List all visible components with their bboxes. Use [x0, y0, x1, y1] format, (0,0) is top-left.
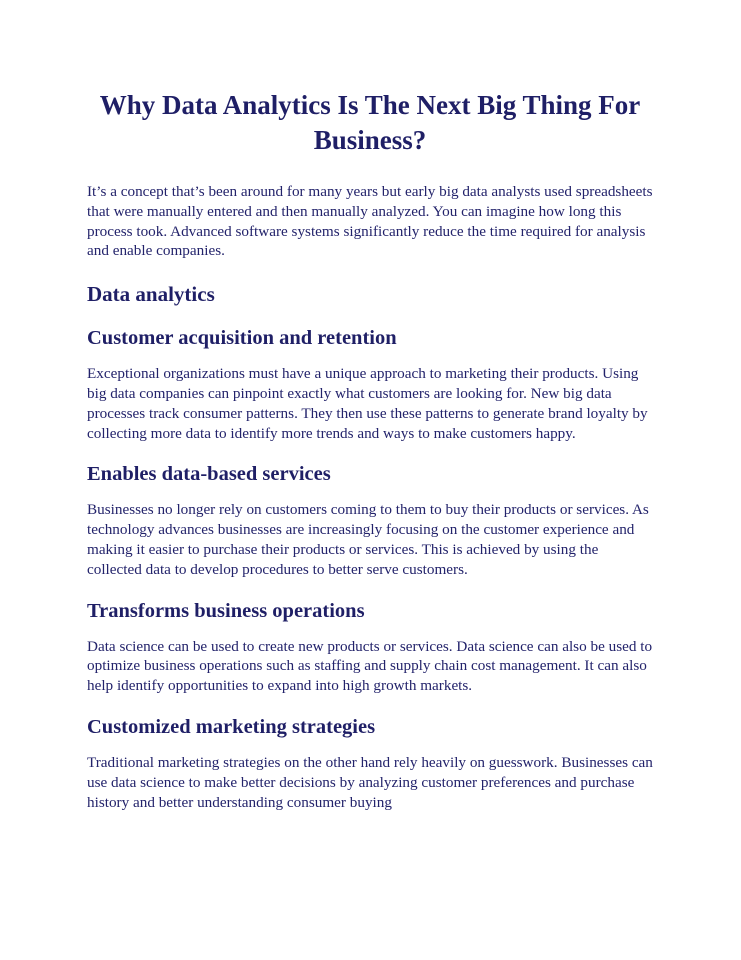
document-page [87, 88, 653, 812]
paragraph-marketing-strategies: Traditional marketing strategies on the other hand rely heavily on guesswork. Businesses can use data science to make better decisions by analyzing customer preferences and purchase history and better understanding consumer buying [87, 753, 653, 811]
intro-paragraph: It’s a concept that’s been around for many years but early big data analysts used spreadsheets that were manually entered and then manually analyzed. You can imagine how long this process took. Advanced software systems significantly reduce the time required for analysis and enable companies. [87, 183, 653, 260]
subheading-business-operations: Transforms business operations [87, 599, 365, 622]
document-title: Why Data Analytics Is The Next Big Thing For Business? [99, 90, 641, 155]
paragraph-data-based-services: Businesses no longer rely on customers coming to them to buy their products or services. As technology advances businesses are increasingly focusing on the customer experience and making it easier to purchase their products or services. This is achieved by using the collected data to develop procedures to better serve customers. [87, 501, 649, 578]
paragraph-customer-acquisition: Exceptional organizations must have a unique approach to marketing their products. Using big data companies can pinpoint exactly what customers are looking for. New big data processes track consumer patterns. They then use these patterns to generate brand loyalty by collecting more data to identify more trends and ways to make customers happy. [87, 365, 648, 442]
subheading-data-based-services: Enables data-based services [87, 463, 331, 486]
subheading-customer-acquisition: Customer acquisition and retention [87, 327, 397, 350]
subheading-marketing-strategies: Customized marketing strategies [87, 715, 376, 738]
section-heading-data-analytics: Data analytics [87, 282, 215, 307]
paragraph-business-operations: Data science can be used to create new products or services. Data science can also be used to optimize business operations such as staffing and supply chain cost management. It can also help identify opportunities to expand into high growth markets. [87, 637, 653, 695]
